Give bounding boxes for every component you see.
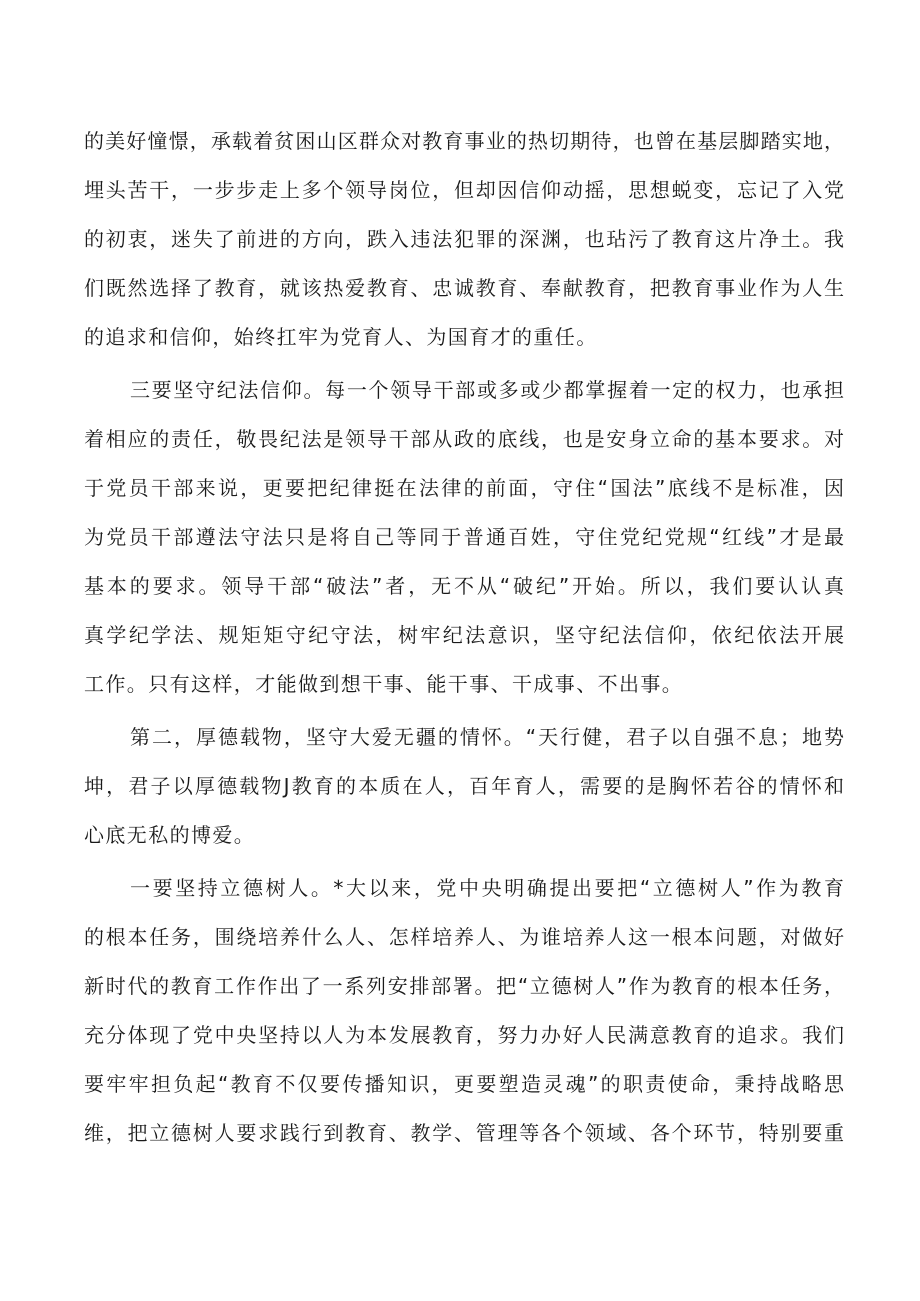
text-line: 真学纪学法、规矩矩守纪守法，树牢纪法意识，坚守纪法信仰，依纪依法开展: [84, 623, 844, 647]
text-line: 基本的要求。领导干部“破法”者，无不从“破纪”开始。所以，我们要认认真: [84, 574, 844, 598]
text-line: 为党员干部遵法守法只是将自己等同于普通百姓，守住党纪党规“红线”才是最: [84, 525, 844, 549]
text-line: 新时代的教育工作作出了一系列安排部署。把“立德树人”作为教育的根本任务，: [84, 974, 844, 998]
paragraph-first-line: 三要坚守纪法信仰。每一个领导干部或多或少都掌握着一定的权力，也承担: [130, 378, 844, 402]
text-line: 们既然选择了教育，就该热爱教育、忠诚教育、奉献教育，把教育事业作为人生: [84, 276, 844, 300]
text-line: 着相应的责任，敬畏纪法是领导干部从政的底线，也是安身立命的基本要求。对: [84, 427, 844, 451]
text-line: 的初衷，迷失了前进的方向，跌入违法犯罪的深渊，也玷污了教育这片净土。我: [84, 227, 844, 251]
paragraph-first-line: 一要坚持立德树人。*大以来，党中央明确提出要把“立德树人”作为教育: [130, 876, 844, 900]
text-line: 心底无私的博爱。: [84, 823, 256, 847]
text-line: 要牢牢担负起“教育不仅要传播知识，更要塑造灵魂”的职责使命，秉持战略思: [84, 1072, 844, 1096]
text-line: 工作。只有这样，才能做到想干事、能干事、干成事、不出事。: [84, 672, 684, 696]
text-line: 充分体现了党中央坚持以人为本发展教育，努力办好人民满意教育的追求。我们: [84, 1023, 844, 1047]
text-line: 埋头苦干，一步步走上多个领导岗位，但却因信仰动摇，思想蜕变，忘记了入党: [84, 178, 844, 202]
text-line: 的追求和信仰，始终扛牢为党育人、为国育才的重任。: [84, 325, 598, 349]
text-line: 于党员干部来说，更要把纪律挺在法律的前面，守住“国法”底线不是标准，因: [84, 476, 844, 500]
paragraph-first-line: 第二，厚德载物，坚守大爱无疆的情怀。“天行健，君子以自强不息；地势: [130, 725, 844, 749]
text-line: 的美好憧憬，承载着贫困山区群众对教育事业的热切期待，也曾在基层脚踏实地，: [84, 129, 844, 153]
text-line: 的根本任务，围绕培养什么人、怎样培养人、为谁培养人这一根本问题，对做好: [84, 925, 844, 949]
text-line: 坤，君子以厚德载物J教育的本质在人，百年育人，需要的是胸怀若谷的情怀和: [84, 774, 844, 798]
text-line: 维，把立德树人要求践行到教育、教学、管理等各个领域、各个环节，特别要重: [84, 1121, 844, 1145]
